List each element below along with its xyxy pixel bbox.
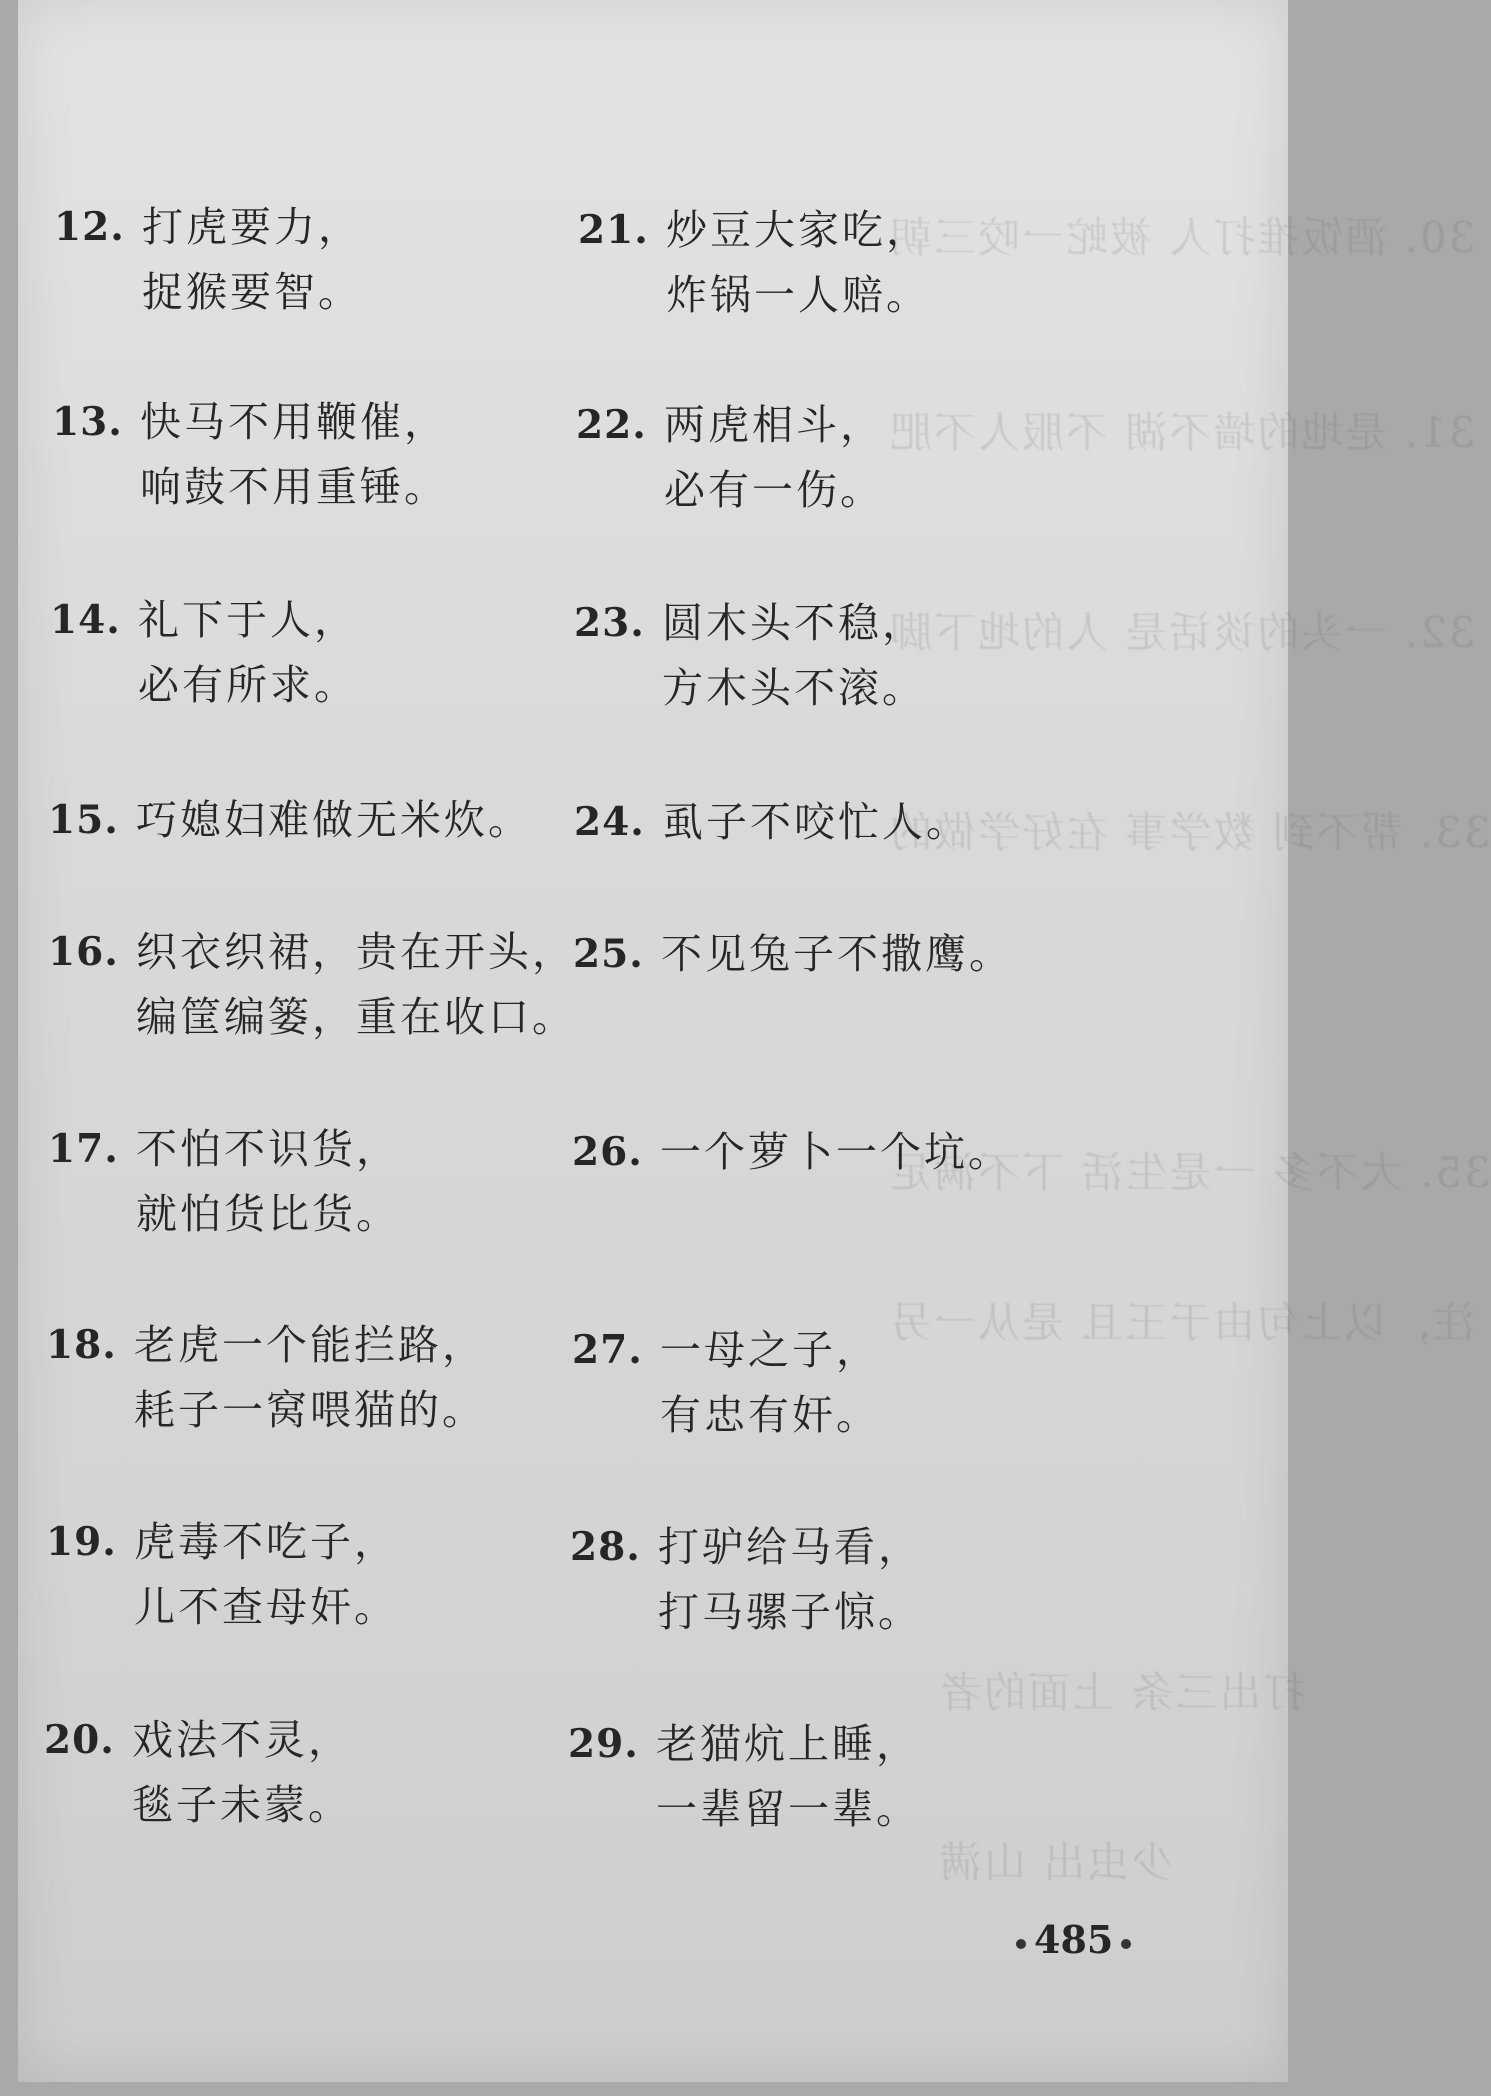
entry-line: 快马不用鞭催， — [140, 398, 448, 446]
entry-line: 有忠有奸。 — [660, 1391, 880, 1439]
entry-line: 老虎一个能拦路， — [134, 1321, 486, 1369]
proverb-entry — [48, 788, 532, 853]
entry-number: 24. — [574, 799, 645, 845]
bleed-through-text: 注，以上句由于王且 是从一另 — [888, 1298, 1476, 1347]
entry-line: 不怕不识货， — [136, 1125, 400, 1173]
entry-number: 16. — [48, 929, 119, 975]
bleed-through-text: 打出三条 上面的者 — [938, 1668, 1306, 1717]
entry-number: 23. — [574, 600, 645, 646]
entry-line: 捉猴要智。 — [142, 268, 362, 316]
entry-line: 一辈留一辈。 — [656, 1785, 920, 1833]
proverb-entry — [572, 1318, 880, 1448]
book-page — [18, 0, 1491, 2082]
proverb-entry — [52, 390, 448, 520]
proverb-entry — [54, 195, 362, 325]
entry-number: 17. — [48, 1126, 119, 1172]
entry-line: 儿不查母奸。 — [134, 1583, 398, 1631]
entry-line: 礼下于人， — [138, 596, 358, 644]
proverb-entry — [48, 920, 576, 1050]
proverb-entry — [568, 1712, 920, 1842]
bleed-through-text: 35. 大不多 一是生活 下不满足 — [888, 1148, 1491, 1197]
entry-line: 织衣织裙，贵在开头， — [136, 928, 576, 976]
page-number — [1008, 1917, 1139, 1962]
entry-number: 22. — [576, 402, 647, 448]
proverb-entry — [572, 1120, 1012, 1185]
proverb-entry — [44, 1708, 352, 1838]
page-number-text: 485 — [1034, 1917, 1114, 1962]
entry-number: 27. — [572, 1327, 643, 1373]
entry-number: 28. — [570, 1524, 641, 1570]
entry-number: 12. — [54, 204, 125, 250]
entry-line: 圆木头不稳， — [662, 599, 926, 647]
entry-line: 打驴给马看， — [658, 1523, 922, 1571]
entry-number: 29. — [568, 1721, 639, 1767]
bullet-dot-icon — [1016, 1939, 1026, 1949]
proverb-entry — [578, 198, 930, 328]
bleed-through-text: 33. 帮不到 数学事 在好学做的 — [888, 808, 1491, 857]
entry-number: 18. — [46, 1322, 117, 1368]
proverb-entry — [573, 922, 1013, 987]
entry-number: 15. — [48, 797, 119, 843]
entry-number: 20. — [44, 1717, 115, 1763]
bleed-through-text: 30. 酒饭推打人 被蛇一咬三朝 — [888, 213, 1476, 262]
entry-line: 一母之子， — [660, 1326, 880, 1374]
proverb-entry — [574, 790, 970, 855]
entry-line: 巧媳妇难做无米炊。 — [136, 796, 532, 844]
entry-line: 虎毒不吃子， — [134, 1518, 398, 1566]
entry-number: 21. — [578, 207, 649, 253]
proverb-entry — [574, 591, 926, 721]
entry-line: 毯子未蒙。 — [132, 1781, 352, 1829]
entry-line: 一个萝卜一个坑。 — [660, 1128, 1012, 1176]
entry-line: 炒豆大家吃， — [666, 206, 930, 254]
bleed-through-text: 32. 一头的谈话是 人的地下脚 — [888, 608, 1476, 657]
entry-line: 必有一伤。 — [664, 466, 884, 514]
entry-line: 虱子不咬忙人。 — [662, 798, 970, 846]
entry-line: 响鼓不用重锤。 — [140, 463, 448, 511]
entry-line: 打虎要力， — [142, 203, 362, 251]
entry-line: 不见兔子不撒鹰。 — [661, 930, 1013, 978]
entry-line: 炸锅一人赔。 — [666, 271, 930, 319]
bleed-through-text: 少虫出 山满 — [938, 1838, 1174, 1887]
entry-line: 必有所求。 — [138, 661, 358, 709]
proverb-entry — [570, 1515, 922, 1645]
proverb-entry — [46, 1510, 398, 1640]
entry-line: 老猫炕上睡， — [656, 1720, 920, 1768]
entry-number: 19. — [46, 1519, 117, 1565]
entry-line: 就怕货比货。 — [136, 1190, 400, 1238]
entry-line: 打马骡子惊。 — [658, 1588, 922, 1636]
proverb-entry — [576, 393, 884, 523]
bleed-through-text: 31. 是地的墙不湖 不服人不肥 — [888, 408, 1476, 457]
entry-line: 编筐编篓，重在收口。 — [136, 993, 576, 1041]
proverb-entry — [48, 1117, 400, 1247]
proverb-entry — [50, 588, 358, 718]
proverb-entry — [46, 1313, 486, 1443]
entry-number: 13. — [52, 399, 123, 445]
bullet-dot-icon — [1121, 1939, 1131, 1949]
entry-line: 戏法不灵， — [132, 1716, 352, 1764]
entry-number: 14. — [50, 597, 121, 643]
entry-number: 26. — [572, 1129, 643, 1175]
entry-number: 25. — [573, 931, 644, 977]
entry-line: 两虎相斗， — [664, 401, 884, 449]
entry-line: 耗子一窝喂猫的。 — [134, 1386, 486, 1434]
entry-line: 方木头不滚。 — [662, 664, 926, 712]
